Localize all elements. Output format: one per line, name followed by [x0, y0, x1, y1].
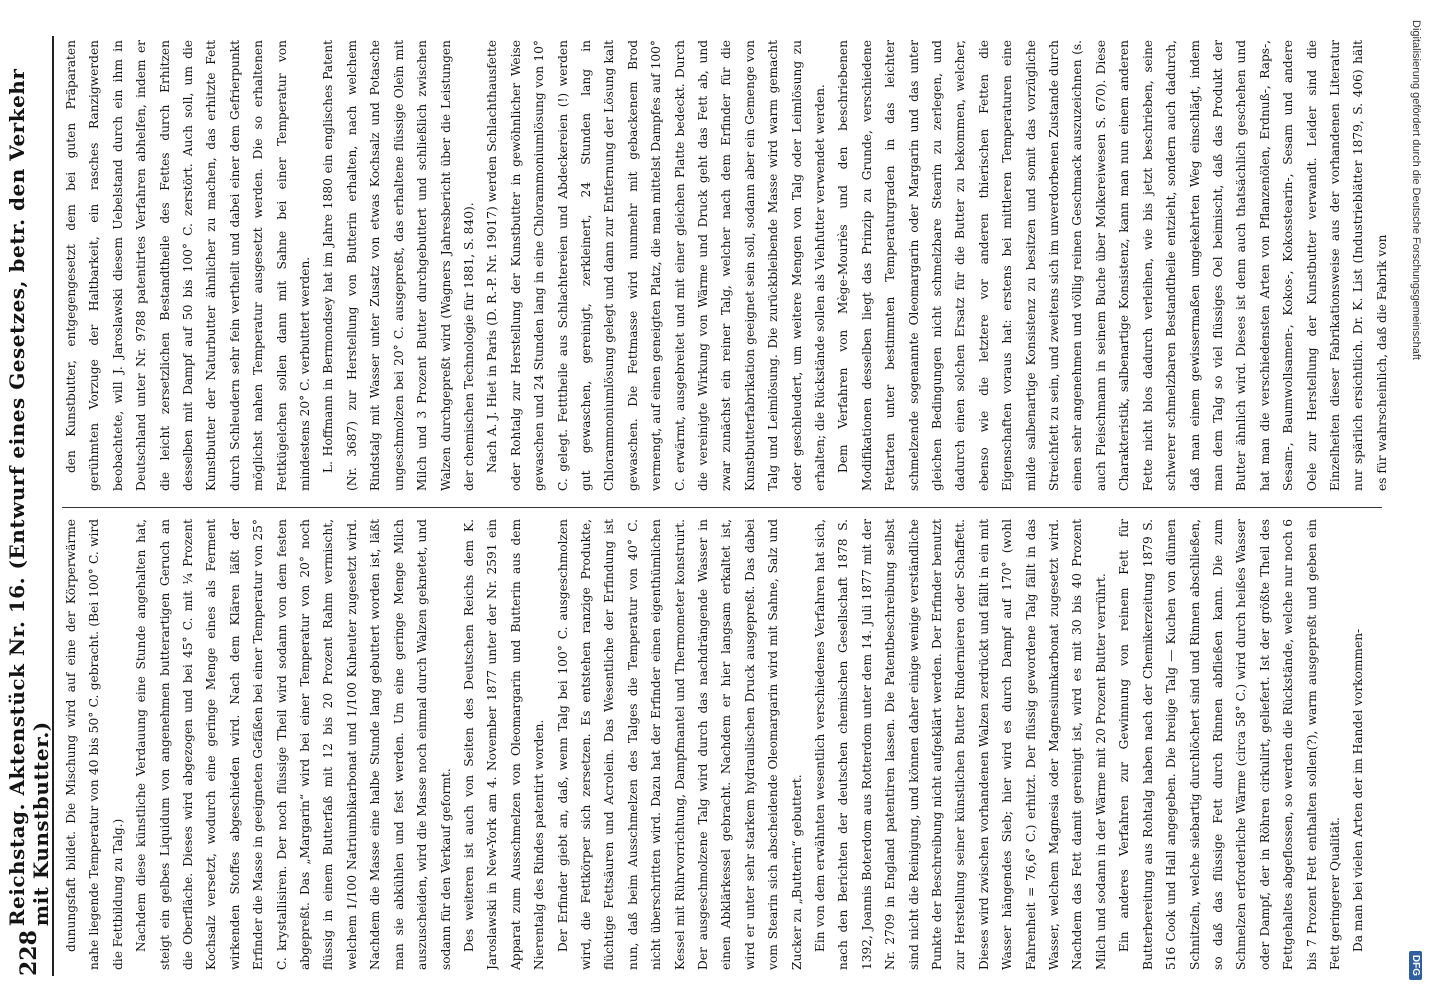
paragraph: Nach A. J. Hiet in Paris (D. R.-P. Nr. 19017) werden Schlachthausfette oder Rohtalg zur Herstellung der Kunstbutter in gewöhnlicher Weise gewaschen und 24 Stunden lang in eine Chlorammoniumlösung von 10° C. gelegt. Fetttheile aus Schlachtereien und Abdeckereien (!) werden gut gewaschen, gereinigt, zerkleinert, 24 Stunden lang in Chlorammoniumlösung gelegt und dann zur Entfernung der Lösung kalt gewaschen. Die Fettmasse wird nunmehr mit gebackenem Brod vermengt, auf einen geneigten Platz, die man mittelst Dampfes auf 100° C. erwärmt, ausgebreitet und mit einer gleichen Platte bedeckt. Durch die vereinigte Wirkung von Wärme und Druck geht das Fett ab, und zwar zunächst ein reiner Talg, welcher nach dem Erfinder für die Kunstbutterfabrikation geeignet sein soll, sodann aber ein Gemenge von Talg und Leimlösung. Die zurückbleibende Masse wird warm gemacht oder geschleudert, um weitere Mengen von Talg oder Leimlösung zu erhalten; die Rückstände sollen als Viehfutter verwendet werden.: [485, 40, 827, 491]
paragraph: Ein anderes Verfahren zur Gewinnung von reinem Fett für Butterbereitung aus Rohtalg haben nach der Chemikerzeitung 1879 S. 516 Cook und Hall angegeben. Die breiige Talg — Kuchen von dünnen Schnitzeln, welche siebartig durchlöchert sind und Rinnen abschließen, so daß das flüssige Fett durch Rinnen abfließen kann. Die zum Schmelzen erforderliche Wärme (circa 58° C.) wird durch heißes Wasser oder Dampf, der in Röhren cirkulirt, geliefert. Ist der größte Theil des Fettgehaltes abgeflossen, so werden die Rückstände, welche nur noch 6 bis 7 Prozent Fett enthalten sollen(?), warm ausgepreßt und geben ein Fett geringerer Qualität.: [1117, 519, 1342, 970]
paragraph: Des weiteren ist auch von Seiten des Deutschen Reichs dem K. Jaroslawski in New-York am 4. November 1877 unter der Nr. 2591 ein Apparat zum Ausschmelzen von Oleomargarin und Butterin aus dem Nierentalg des Rindes patentirt worden.: [461, 519, 547, 970]
credit-text: Digitalisierung gefördert durch die Deutsche Forschungsgemeinschaft: [1410, 20, 1422, 360]
page-header: [6, 36, 54, 976]
digitization-credit: [1406, 20, 1426, 980]
paragraph: dunungsfaft bildet. Die Mischung wird auf eine der Körperwärme nahe liegende Temperatur von 40 bis 50° C. gebracht. (Bei 100° C. wird die Fettbildung zu Talg.): [64, 519, 125, 970]
running-title: Reichstag. Aktenstück Nr. 16. (Entwurf eines Gesetzes, betr. den Verkehr mit Kunstbutter.): [5, 68, 53, 927]
page-number: 228: [16, 930, 42, 976]
paragraph: Nachdem diese künstliche Verdauung eine Stunde angehalten hat, steigt ein gelbes Liquidum von angenehmen butterartigen Geruch an die Oberfläche. Dieses wird abgezogen und bei 45° C. mit ¼ Prozent Kochsalz versetzt, wodurch eine geringe Menge eines als Ferment wirkenden Stoffes abgeschieden wird. Nach dem Klären läßt der Erfinder die Masse in geeigneten Gefäßen bei einer Temperatur von 25° C. krystallisiren. Der noch flüssige Theil wird sodann von dem festen abgepreßt. Das „Margarin“ wird bei einer Temperatur von 20° noch flüssig in einem Butterfaß mit 12 bis 20 Prozent Rahm vermischt, welchem 1/100 Natriumbikarbonat und 1/100 Kuheuter zugesetzt wird. Nachdem die Masse eine halbe Stunde lang gebuttert worden ist, läßt man sie abkühlen und fest werden. Um eine geringe Menge Milch auszuscheiden, wird die Masse noch einmal durch Walzen geknetet, und sodann für den Verkauf geformt.: [134, 519, 453, 970]
paragraph: Der Erfinder giebt an, daß, wenn Talg bei 100° C. ausgeschmolzen wird, die Fettkörper sich zersetzen. Es entstehen ranzige Produkte, flüchtige Fettsäuren und Acrolein. Das Wesentliche der Erfindung ist nun, daß beim Ausschmelzen des Talges die Temperatur von 40° C. nicht überschritten wird. Dazu hat der Erfinder einen eigenthümlichen Kessel mit Rührvorrichtung, Dampfmantel und Thermometer konstruirt. Der ausgeschmolzene Talg wird durch das nachdrängende Wasser in einen Abklärkessel gebracht. Nachdem er hier langsam erkaltet ist, wird er unter sehr starkem hydraulischen Druck ausgepreßt. Das dabei vom Stearin sich abscheidende Oleomargarin wird mit Sahne, Salz und Zucker zu „Butterin“ gebuttert.: [555, 519, 804, 970]
paragraph: Da man bei vielen Arten der im Handel vorkommen-: [1351, 628, 1366, 952]
text-columns: [60, 40, 1390, 970]
paragraph: Dem Verfahren von Mège-Mouriès und den beschriebenen Modifikationen desselben liegt das Prinzip zu Grunde, verschiedene Fettarten unter bestimmten Temperaturgraden in das leichter schmelzende sogenannte Oleomargarin oder Margarin und das unter gleichen Bedingungen nicht schmelzbare Stearin zu zerlegen, und dadurch einen solchen Ersatz für die Butter zu bekommen, welcher, ebenso wie die letztere vor anderen thierischen Fetten die Eigenschaften voraus hat: erstens bei mittleren Temperaturen eine milde salbenartige Konsistenz zu besitzen und somit das vorzügliche Streichfett zu sein, und zweitens sich im unverdorbenen Zustande durch einen sehr angenehmen und völlig reinen Geschmack auszuzeichnen (s. auch Fleischmann in seinem Buche über Molkereiwesen S. 670). Diese Charakteristik, salbenartige Konsistenz, kann man nun einem anderen Fette nicht blos dadurch verleihen, wie bis jetzt beschrieben, seine schwerer schmelzbaren Bestandtheile entzieht, sondern auch dadurch, daß man einem gewissermaßen umgekehrten Weg einschlägt, indem man dem Talg so viel flüssiges Oel beimischt, daß das Produkt der Butter ähnlich wird. Dieses ist denn auch thatsächlich geschehen und hat man die verschiedensten Arten von Pflanzenölen, Erdnuß-, Raps-, Sesam-, Baumwollsamen-, Kokos-, Kokosstearin-, Sesam und andere Oele zur Herstellung der Kunstbutter verwandt. Leider sind die Einzelheiten dieser Fabrikationsweise aus der vorhandenen Literatur nur spärlich ersichtlich. Dr. K. List (Industrieblätter 1879, S. 406) hält es für wahrscheinlich, daß die Fabrik von: [836, 40, 1389, 491]
paragraph: Ein von dem erwähnten wesentlich verschiedenes Verfahren hat sich, nach den Berichten der deutschen chemischen Gesellschaft 1878 S. 1392, Joannis Boterdom aus Rotterdom unter dem 14. Juli 1877 mit der Nr. 2709 in England patentiren lassen. Die Patentbeschreibung selbst sind nicht die Reinigung, und können daher einige wenige verständliche Punkte der Beschreibung nicht aufgeklärt werden. Der Erfinder benutzt zur Herstellung seiner künstlichen Butter Rindernieren oder Schaffett. Dieses wird zwischen vorhandenen Walzen zerdrückt und fällt in ein mit Wasser hängendes Sieb; hier wird es durch Dampf auf 170° (wohl Fahrenheit = 76,6° C.) erhitzt. Der flüssig gewordene Talg fällt in das Wasser, welchem Magnesia oder Magnesiumkarbonat zugesetzt wird. Nachdem das Fett damit gereinigt ist, wird es mit 30 bis 40 Prozent Milch und sodann in der Wärme mit 20 Prozent Butter verrührt.: [813, 519, 1108, 970]
left-column: [60, 519, 1390, 970]
paragraph: L. Hoffmann in Bermondsey hat im Jahre 1880 ein englisches Patent (Nr. 3687) zur Herstellung von Butterin erhalten, nach welchem Rindstalg mit Wasser unter Zusatz von etwas Kochsalz und Potasche ungeschmolzen bei 20° C. ausgepreßt, das erhaltene flüssige Oleïn mit Milch und 3 Prozent Butter durchgebuttert und schließlich zwischen Walzen durchgepreßt wird (Wagners Jahresbericht über die Leistungen der chemischen Technologie für 1881, S. 840).: [321, 40, 476, 491]
paragraph: den Kunstbutter, entgegengesetzt dem bei guten Präparaten gerühmten Vorzuge der Haltbarkeit, ein rasches Ranzigwerden beobachtete, will J. Jaroslawski diesem Uebelstand durch ein ihm in Deutschland unter Nr. 9788 patentirtes Verfahren abhelfen, indem er die leicht zersetzlichen Bestandtheile des Fettes durch Erhitzen desselben mit Dampf auf 50 bis 100° C. zerstört. Auch soll, um die Kunstbutter der Naturbutter ähnlicher zu machen, das erhitzte Fett durch Schleudern sehr fein vertheilt und dabei einer dem Gefrierpunkt möglichst nahen Temperatur ausgesetzt werden. Die so erhaltenen Fettkügelchen sollen dann mit Sahne bei einer Temperatur von mindestens 20° C. verbuttert werden.: [64, 40, 313, 491]
dfg-logo: DFG: [1410, 951, 1423, 980]
right-column: [60, 40, 1390, 491]
